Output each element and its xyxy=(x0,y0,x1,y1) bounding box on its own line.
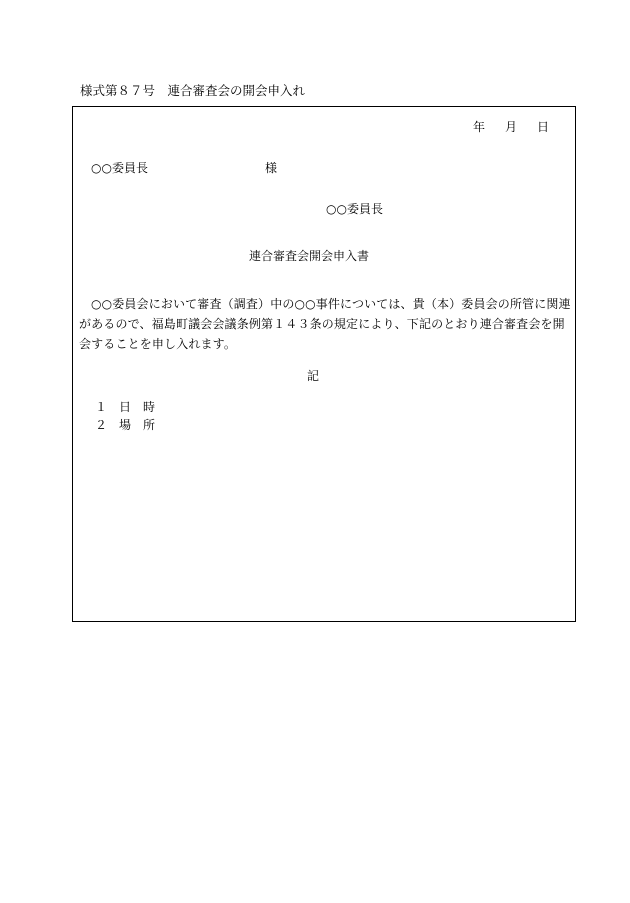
list-item xyxy=(95,419,155,431)
list-item xyxy=(95,401,155,413)
date-line xyxy=(473,121,549,133)
body-text: ○○委員会において審査（調査）中の○○事件については、貴（本）委員会の所管に関連があるので、福島町議会会議条例第１４３条の規定により、下記のとおり連合審査会を開会することを申し入れます。 xyxy=(79,297,571,351)
item-label: 場 所 xyxy=(119,418,156,432)
sender: ○○委員長 xyxy=(326,202,383,216)
item-number: ２ xyxy=(95,418,108,432)
addressee: ○○委員長 xyxy=(91,161,148,175)
ki-heading: 記 xyxy=(307,369,320,383)
date-day: 日 xyxy=(536,120,549,134)
honorific: 様 xyxy=(265,161,278,175)
document-frame xyxy=(72,106,576,622)
item-number: １ xyxy=(95,400,108,414)
form-number: 様式第８７号 連合審査会の開会申入れ xyxy=(80,83,306,98)
item-label: 日 時 xyxy=(119,400,156,414)
date-year: 年 xyxy=(472,120,485,134)
date-month: 月 xyxy=(504,120,517,134)
document-title: 連合審査会開会申入書 xyxy=(249,249,370,263)
